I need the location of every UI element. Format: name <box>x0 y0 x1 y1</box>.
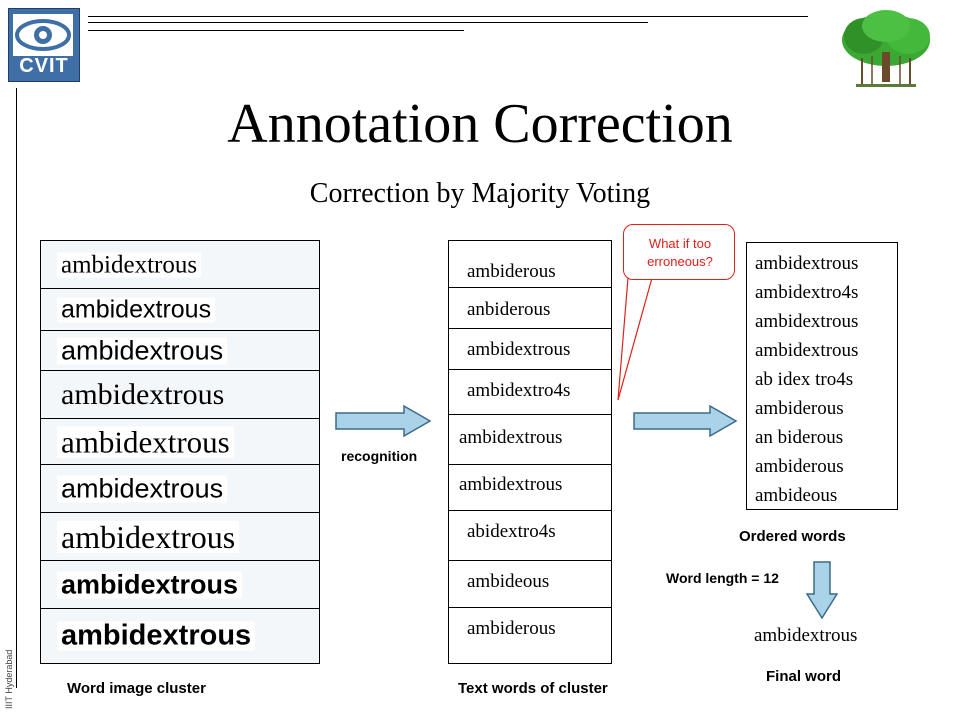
text-word: anbiderous <box>467 299 551 320</box>
ordered-word: ambidextrous <box>755 340 859 361</box>
ordering-arrow-icon <box>632 404 738 438</box>
ordered-words-label: Ordered words <box>739 528 846 545</box>
word-image-row <box>41 419 319 465</box>
text-word-row <box>449 241 611 288</box>
logo-text: CVIT <box>19 55 69 77</box>
text-word: ambidextrous <box>467 339 571 360</box>
word-image-text: ambidextrous <box>57 521 239 553</box>
callout-pointer <box>612 276 660 404</box>
text-word-row <box>449 329 611 370</box>
text-word: ambidextrous <box>459 474 563 495</box>
ordered-word: ambiderous <box>755 398 844 419</box>
word-image-text: ambidextrous <box>61 377 225 411</box>
ordered-word: ambiderous <box>755 456 844 477</box>
ordered-word: an biderous <box>755 427 844 448</box>
header-rule-3 <box>88 30 464 31</box>
text-word: ambidextrous <box>459 427 563 448</box>
recognition-arrow-icon <box>334 404 432 438</box>
word-image-row <box>41 371 319 419</box>
word-image-text: ambidextrous <box>57 622 255 651</box>
ordered-words-box <box>746 242 898 510</box>
word-image-cluster <box>40 240 320 664</box>
header-rule-2 <box>88 22 648 23</box>
text-word: ambiderous <box>467 618 556 639</box>
text-words-cluster <box>448 240 612 664</box>
ordered-word: ambidextrous <box>755 253 859 274</box>
tree-logo-icon <box>838 6 934 92</box>
ordered-word: ambidextrous <box>755 311 859 332</box>
slide-subtitle: Correction by Majority Voting <box>309 178 651 209</box>
text-word: ambidextro4s <box>467 380 571 401</box>
word-image-row <box>41 331 319 371</box>
text-word-row <box>449 608 611 663</box>
header-rule-1 <box>88 16 808 17</box>
down-arrow-icon <box>805 560 839 620</box>
word-image-text: ambidextrous <box>57 426 234 457</box>
word-image-text: ambidextrous <box>57 297 215 322</box>
word-image-cluster-label: Word image cluster <box>67 680 206 697</box>
word-image-text: ambidextrous <box>57 475 227 502</box>
eye-icon <box>13 14 73 56</box>
ordered-word: ab idex tro4s <box>755 369 854 390</box>
final-word: ambidextrous <box>754 625 858 646</box>
slide-title: Annotation Correction <box>227 93 733 155</box>
text-word-row <box>449 561 611 608</box>
text-word: abidextro4s <box>467 521 556 542</box>
callout-line-2: erroneous? <box>647 254 713 269</box>
final-word-label: Final word <box>766 668 841 685</box>
side-label-text: IIIT Hyderabad <box>4 649 14 709</box>
word-image-row <box>41 289 319 331</box>
side-label <box>1 640 15 712</box>
text-word-row <box>449 415 611 465</box>
cvit-logo <box>8 8 80 82</box>
text-word: ambiderous <box>467 261 556 282</box>
word-image-row <box>41 513 319 561</box>
word-image-text: ambidextrous <box>57 571 242 598</box>
word-image-row <box>41 561 319 609</box>
word-length-label: Word length = 12 <box>666 570 779 586</box>
ordered-word: ambideous <box>755 485 838 506</box>
word-image-text: ambidextrous <box>57 252 201 277</box>
text-word: ambideous <box>467 571 550 592</box>
text-word-row <box>449 288 611 329</box>
text-word-row <box>449 370 611 415</box>
word-image-row <box>41 465 319 513</box>
word-image-row <box>41 241 319 289</box>
text-word-row <box>449 465 611 511</box>
recognition-label: recognition <box>341 448 418 464</box>
callout-line-1: What if too <box>648 236 712 251</box>
text-word-row <box>449 511 611 561</box>
word-image-row <box>41 609 319 663</box>
ordered-word: ambidextro4s <box>755 282 859 303</box>
word-image-text: ambidextrous <box>57 337 227 364</box>
text-words-cluster-label: Text words of cluster <box>458 680 608 697</box>
callout-bubble <box>623 224 735 280</box>
